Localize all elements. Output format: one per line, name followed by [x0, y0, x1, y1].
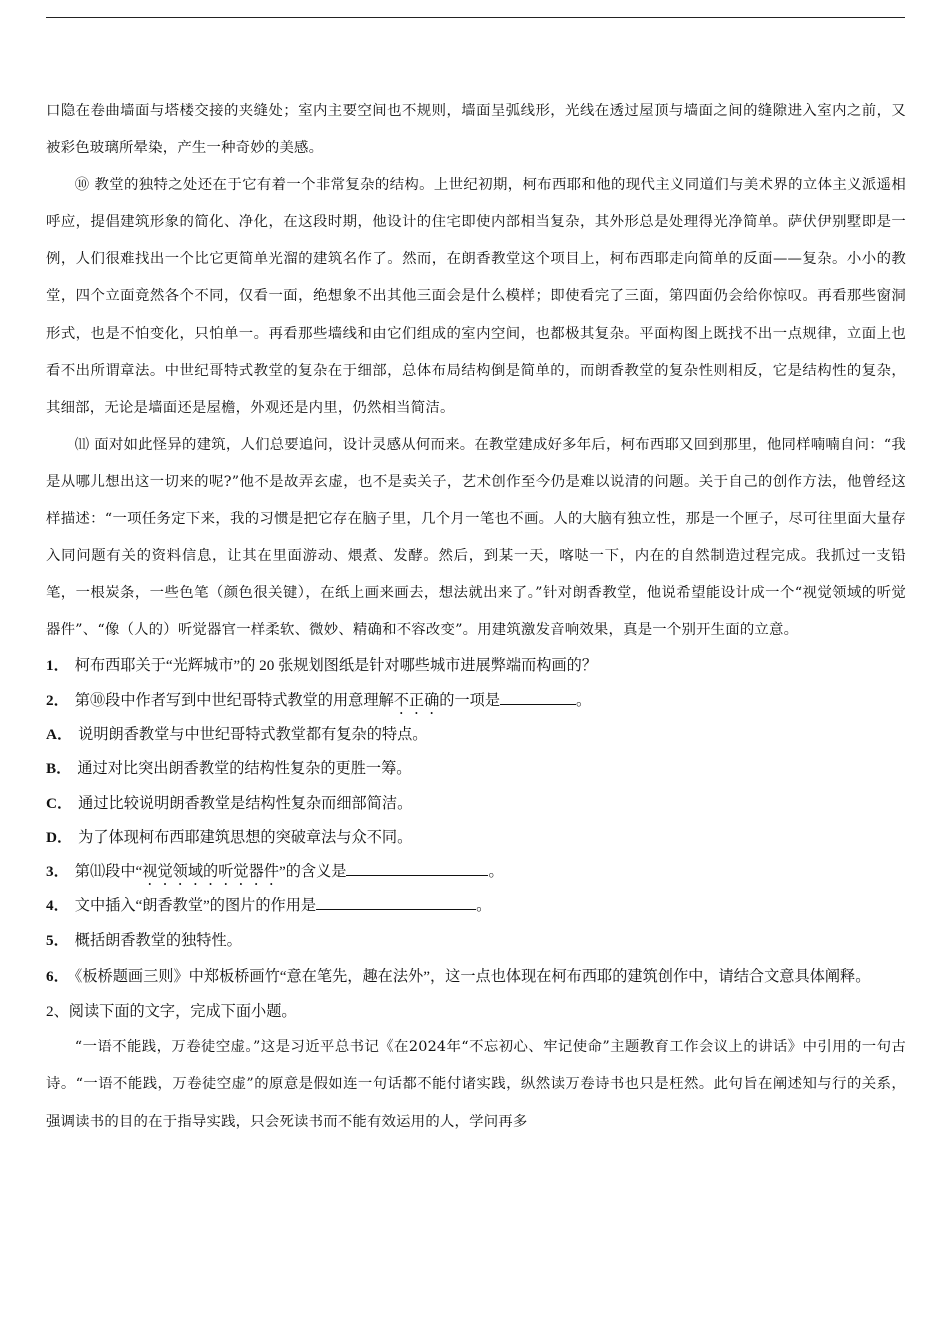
- question-text: 第⑩段中作者写到中世纪哥特式教堂的用意理解: [74, 691, 394, 709]
- emphasis-text: 不正确: [393, 691, 440, 709]
- question-number: 6．: [46, 968, 69, 986]
- question-number: 3．: [46, 863, 69, 881]
- question-number: 5．: [46, 931, 69, 949]
- question-1: [46, 649, 906, 683]
- question-text: 柯布西耶关于“光辉城市”的 20 张规划图纸是针对哪些城市进展弊端而构画的？: [74, 657, 598, 675]
- question-4: [46, 889, 906, 923]
- option-letter: A．: [46, 726, 73, 743]
- option-b: [46, 752, 906, 786]
- question-end: 。: [576, 691, 592, 709]
- document-body: [46, 93, 906, 1141]
- option-letter: D．: [46, 828, 73, 846]
- question-text: 概括朗香教堂的独特性。: [74, 931, 242, 949]
- option-text: 说明朗香教堂与中世纪哥特式教堂都有复杂的特点。: [78, 726, 428, 743]
- question-3: [46, 855, 906, 889]
- option-letter: C．: [46, 794, 73, 812]
- paragraph-10: ⑩ 教堂的独特之处还在于它有着一个非常复杂的结构。上世纪初期，柯布西耶和他的现代主义同道们与美术界的立体主义派遥相呼应，提倡建筑形象的简化、净化，在这段时期，他设计的住宅即使内部相当复杂，其外形总是处理得光净简单。萨伏伊别墅即是一例，人们很难找出一个比它更简单光溜的建筑名作了。然而，在朗香教堂这个项目上，柯布西耶走向简单的反面——复杂。小小的教堂，四个立面竟然各个不同，仅看一面，绝想象不出其他三面会是什么模样；即使看完了三面，第四面仍会给你惊叹。再看那些窗洞形式，也是不怕变化，只怕单一。再看那些墙线和由它们组成的室内空间，也都极其复杂。平面构图上既找不出一点规律，立面上也看不出所谓章法。中世纪哥特式教堂的复杂在于细部，总体布局结构倒是简单的，而朗香教堂的复杂性则相反，它是结构性的复杂，其细部，无论是墙面还是屋檐，外观还是内里，仍然相当简洁。: [46, 177, 906, 416]
- question-number: 1．: [46, 657, 69, 675]
- question-end: 。: [488, 863, 504, 881]
- answer-blank[interactable]: [346, 861, 488, 876]
- question-2: [46, 684, 906, 718]
- question-text: 《板桥题画三则》中郑板桥画竹“意在笔先，趣在法外”，这一点也体现在柯布西耶的建筑创作中，请结合文意具体阐释。: [74, 968, 871, 986]
- question-6: [46, 958, 906, 995]
- header-rule: [46, 17, 905, 18]
- paragraph-top: 口隐在卷曲墙面与塔楼交接的夹缝处；室内主要空间也不规则，墙面呈弧线形，光线在透过屋顶与墙面之间的缝隙进入室内之前，又被彩色玻璃所晕染，产生一种奇妙的美感。: [46, 103, 906, 157]
- question-text-tail: 的一项是: [439, 691, 501, 709]
- question-text: 第⑾段中“: [74, 863, 143, 881]
- option-text: 通过对比突出朗香教堂的结构性复杂的更胜一筹。: [77, 760, 412, 778]
- option-a: [46, 718, 906, 752]
- option-d: [46, 821, 906, 855]
- question-end: 。: [476, 897, 492, 915]
- section-2-heading: 2、阅读下面的文字，完成下面小题。: [46, 1003, 297, 1021]
- answer-blank[interactable]: [316, 895, 476, 910]
- question-number: 4．: [46, 897, 69, 915]
- question-text: 文中插入“朗香教堂”的图片的作用是: [74, 897, 317, 915]
- question-text-tail: ”的含义是: [278, 863, 347, 881]
- question-number: 2．: [46, 691, 69, 709]
- answer-blank[interactable]: [500, 690, 576, 705]
- option-c: [46, 787, 906, 821]
- section-2-paragraph: “一语不能践，万卷徒空虚。”这是习近平总书记《在2024年“不忘初心、牢记使命”主题教育工作会议上的讲话》中引用的一句古诗。“一语不能践，万卷徒空虚”的原意是假如连一句话都不能付诸实践，纵然读万卷诗书也只是枉然。此句旨在阐述知与行的关系，强调读书的目的在于指导实践，只会死读书而不能有效运用的人，学问再多: [46, 1039, 906, 1130]
- question-5: [46, 924, 906, 958]
- emphasis-text: 视觉领域的听觉器件: [142, 863, 279, 881]
- option-text: 通过比较说明朗香教堂是结构性复杂而细部简洁。: [78, 794, 413, 812]
- option-text: 为了体现柯布西耶建筑思想的突破章法与众不同。: [78, 828, 413, 846]
- paragraph-11: ⑾ 面对如此怪异的建筑，人们总要追问，设计灵感从何而来。在教堂建成好多年后，柯布西耶又回到那里，他同样喃喃自问：“我是从哪儿想出这一切来的呢?”他不是故弄玄虚，也不是卖关子，艺术创作至今仍是难以说清的问题。关于自己的创作方法，他曾经这样描述：“一项任务定下来，我的习惯是把它存在脑子里，几个月一笔也不画。人的大脑有独立性，那是一个匣子，尽可往里面大量存入同问题有关的资料信息，让其在里面游动、煨煮、发酵。然后，到某一天，喀哒一下，内在的自然制造过程完成。我抓过一支铅笔，一根炭条，一些色笔（颜色很关键），在纸上画来画去，想法就出来了。”针对朗香教堂，他说希望能设计成一个“视觉领域的听觉器件”、“像（人的）听觉器官一样柔软、微妙、精确和不容改变”。用建筑激发音响效果，真是一个别开生面的立意。: [46, 436, 906, 639]
- option-letter: B．: [46, 760, 72, 778]
